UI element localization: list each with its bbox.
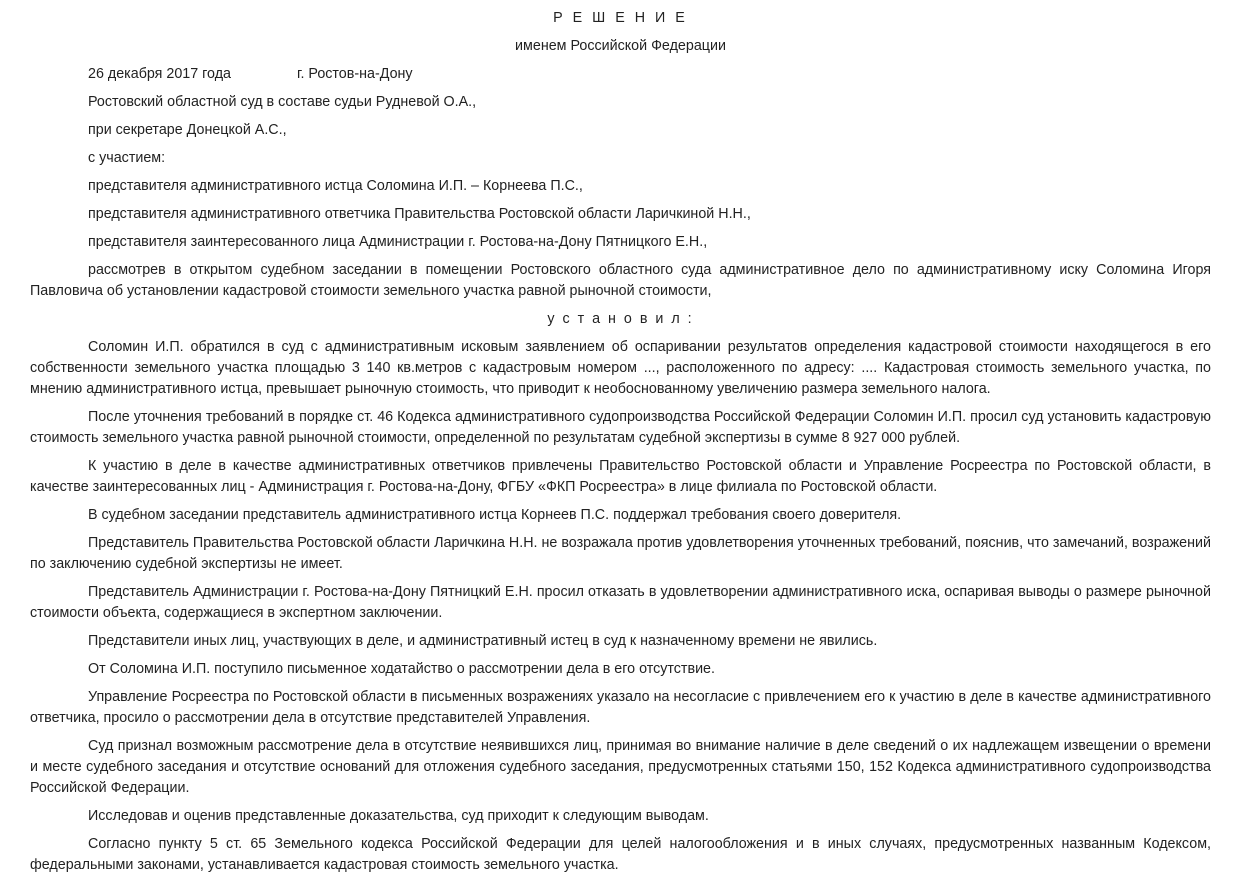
document-subtitle: именем Российской Федерации (515, 38, 726, 54)
secretary-line: при секретаре Донецкой А.С., (88, 122, 287, 138)
paragraph: Представитель Правительства Ростовской области Ларичкина Н.Н. не возражала против удовлетворения уточненных требований, пояснив, что замечаний, возражений по заключению судебной экспертизы не имеет. (30, 535, 1211, 572)
paragraph: Соломин И.П. обратился в суд с административным исковым заявлением об оспаривании результатов определения кадастровой стоимости находящегося в его собственности земельного участка площадью 3 140 кв.метров с кадастровым номером ..., расположенного по адресу: .... Кадастровая стоимость земельного участка, по мнению административного истца, превышает рыночную стоимость, что приводит к необоснованному увеличению размера земельного налога. (30, 339, 1211, 397)
court-composition: Ростовский областной суд в составе судьи Рудневой О.А., (88, 94, 477, 110)
paragraph: Согласно пункту 5 ст. 65 Земельного кодекса Российской Федерации для целей налогообложения и в иных случаях, предусмотренных названным Кодексом, федеральными законами, устанавливается кадастровая стоимость земельного участка. (30, 836, 1211, 873)
paragraph: Управление Росреестра по Ростовской области в письменных возражениях указало на несогласие с привлечением его к участию в деле в качестве административного ответчика, просило о рассмотрении дела в отсутствие представителей Управления. (30, 689, 1211, 726)
paragraph: В судебном заседании представитель административного истца Корнеев П.С. поддержал требования своего доверителя. (88, 507, 902, 523)
defendant-representative: представителя административного ответчика Правительства Ростовской области Ларичкиной Н.Н., (88, 206, 751, 222)
participants-heading: с участием: (88, 150, 166, 166)
paragraph: Суд признал возможным рассмотрение дела в отсутствие неявившихся лиц, принимая во внимание наличие в деле сведений о их надлежащем извещении о времени и месте судебного заседания и отсутствие оснований для отложения судебного заседания, предусмотренных статьями 150, 152 Кодекса административного судопроизводства Российской Федерации. (30, 738, 1211, 796)
plaintiff-representative: представителя административного истца Соломина И.П. – Корнеева П.С., (88, 178, 583, 194)
paragraph: Исследовав и оценив представленные доказательства, суд приходит к следующим выводам. (88, 808, 709, 824)
decision-date: 26 декабря 2017 года (88, 66, 231, 82)
interested-party-representative: представителя заинтересованного лица Администрации г. Ростова-на-Дону Пятницкого Е.Н., (88, 234, 708, 250)
paragraph: После уточнения требований в порядке ст. 46 Кодекса административного судопроизводства Российской Федерации Соломин И.П. просил суд установить кадастровую стоимость земельного участка равной рыночной стоимости, определенной по результатам судебной экспертизы в сумме 8 927 000 рублей. (30, 409, 1211, 446)
document-title: Р Е Ш Е Н И Е (553, 10, 688, 26)
paragraph: Представители иных лиц, участвующих в деле, и административный истец в суд к назначенному времени не явились. (88, 633, 878, 649)
date-place-line (30, 64, 1211, 85)
paragraph: От Соломина И.П. поступило письменное ходатайство о рассмотрении дела в его отсутствие. (88, 661, 715, 677)
intro-paragraph: рассмотрев в открытом судебном заседании в помещении Ростовского областного суда административное дело по административному иску Соломина Игоря Павловича об установлении кадастровой стоимости земельного участка равной рыночной стоимости, (30, 262, 1211, 299)
decision-place: г. Ростов-на-Дону (297, 66, 413, 82)
paragraph: Представитель Администрации г. Ростова-на-Дону Пятницкий Е.Н. просил отказать в удовлетворении административного иска, оспаривая выводы о размере рыночной стоимости объекта, содержащиеся в экспертном заключении. (30, 584, 1211, 621)
section-heading: у с т а н о в и л : (547, 311, 694, 327)
paragraph: К участию в деле в качестве административных ответчиков привлечены Правительство Ростовской области и Управление Росреестра по Ростовской области, в качестве заинтересованных лиц - Администрация г. Ростова-на-Дону, ФГБУ «ФКП Росреестра» в лице филиала по Ростовской области. (30, 458, 1211, 495)
